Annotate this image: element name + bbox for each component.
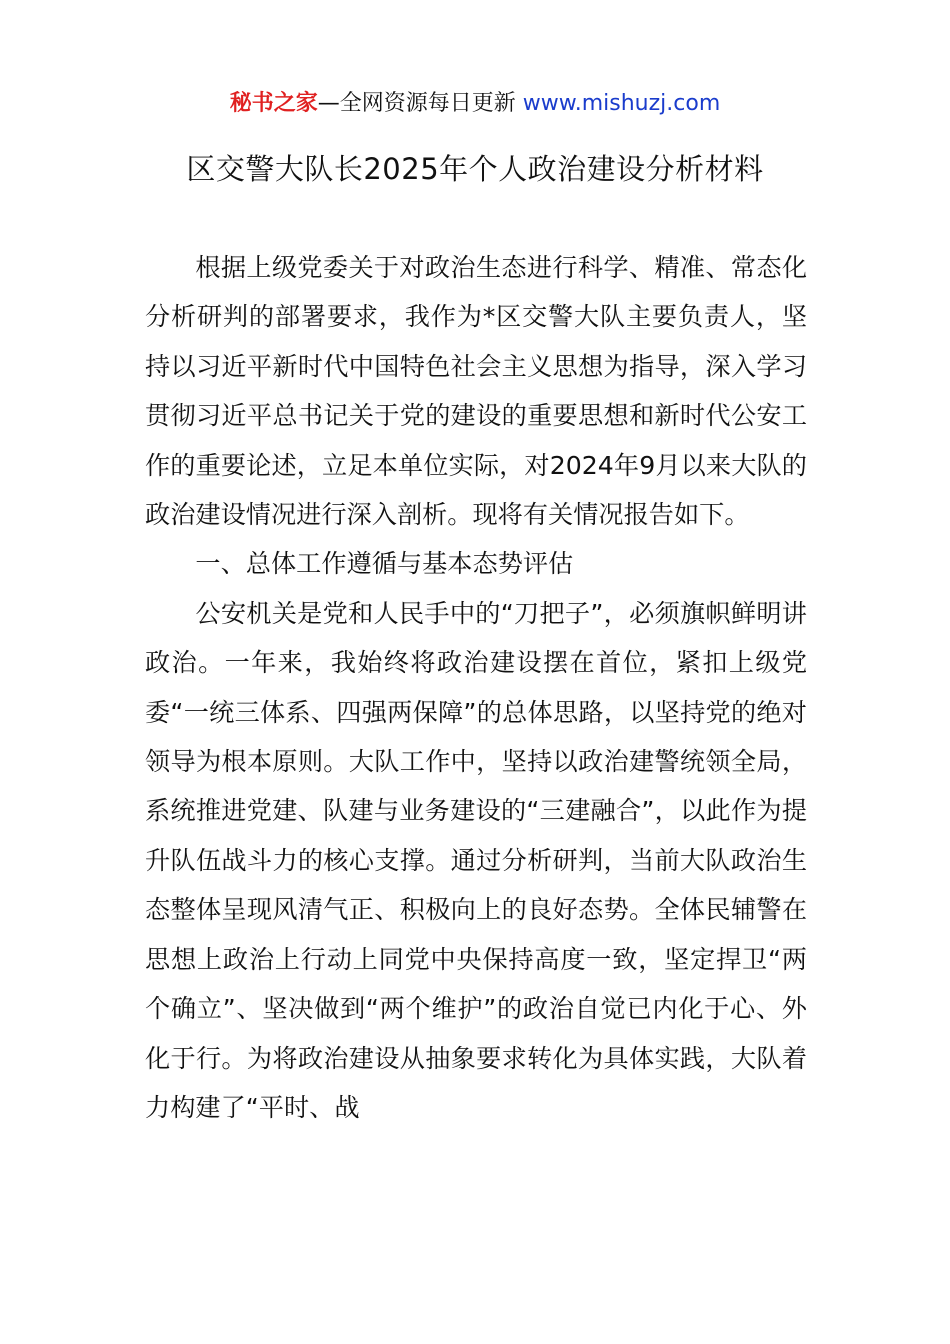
document-title: 区交警大队长2025年个人政治建设分析材料 (186, 152, 764, 186)
banner-tagline: —全网资源每日更新 (317, 91, 516, 116)
paragraph-intro: 根据上级党委关于对政治生态进行科学、精准、常态化分析研判的部署要求，我作为*区交警大队主要负责人，坚持以习近平新时代中国特色社会主义思想为指导，深入学习贯彻习近平总书记关于党的建设的重要思想和新时代公安工作的重要论述，立足本单位实际，对2024年9月以来大队的政治建设情况进行深入剖析。现将有关情况报告如下。 (145, 253, 807, 530)
site-banner (0, 88, 950, 120)
brand-name: 秘书之家 (229, 91, 318, 116)
section-heading: 一、总体工作遵循与基本态势评估 (195, 549, 574, 579)
site-url-link[interactable]: www.mishuzj.com (522, 91, 721, 116)
paragraph-body: 公安机关是党和人民手中的“刀把子”，必须旗帜鲜明讲政治。一年来，我始终将政治建设摆在首位，紧扣上级党委“一统三体系、四强两保障”的总体思路，以坚持党的绝对领导为根本原则。大队工作中，坚持以政治建警统领全局，系统推进党建、队建与业务建设的“三建融合”，以此作为提升队伍战斗力的核心支撑。通过分析研判，当前大队政治生态整体呈现风清气正、积极向上的良好态势。全体民辅警在思想上政治上行动上同党中央保持高度一致，坚定捍卫“两个确立”、坚决做到“两个维护”的政治自觉已内化于心、外化于行。为将政治建设从抽象要求转化为具体实践，大队着力构建了“平时、战 (145, 598, 807, 1122)
document-body (145, 243, 807, 1132)
